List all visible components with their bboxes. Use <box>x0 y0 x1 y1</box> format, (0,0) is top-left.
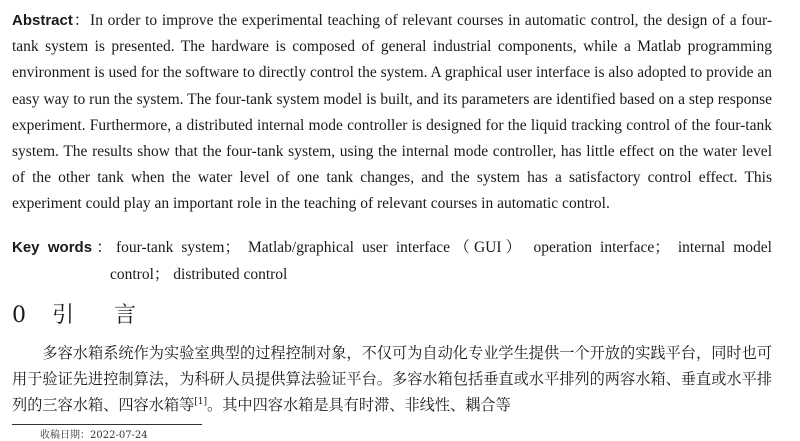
keywords-text-1: four-tank system； Matlab/graphical user interface（GUI） operation interface； internal model <box>115 239 772 256</box>
keywords-line-1 <box>12 235 772 262</box>
section-heading <box>12 298 176 329</box>
keywords-label: Key words <box>12 239 93 256</box>
citation-ref: [1] <box>194 396 207 407</box>
keywords-line-2: control； distributed control <box>110 265 288 283</box>
section-title: 引言 <box>52 303 177 328</box>
keywords-block <box>12 235 772 288</box>
abstract-paragraph <box>12 8 772 218</box>
keywords-separator: ： <box>92 239 116 256</box>
body-paragraph <box>12 340 772 418</box>
abstract-label: Abstract <box>12 12 73 29</box>
footnote-divider <box>12 424 202 425</box>
abstract-text: In order to improve the experimental teaching of relevant courses in automatic control, the design of a four-tank system is presented. The hardware is composed of general industrial components, while a Matlab programming environment is used for the software to directly control the system. A graphical user interface is also adopted to provide an easy way to run the system. The four-tank system model is built, and its parameters are identified based on a step response experiment. Furthermore, a distributed internal mode controller is designed for the liquid tracking control of the four-tank system. The results show that the four-tank system, using the internal mode controller, has little effect on the water level of the other tank when the water level of one tank changes, and the system has a satisfactory control effect. This experiment could play an important role in the teaching of relevant courses in automatic control. <box>12 12 772 213</box>
body-text-2: 。其中四容水箱是具有时滞、非线性、耦合等 <box>207 396 511 414</box>
body-text-1: 多容水箱系统作为实验室典型的过程控制对象，不仅可为自动化专业学生提供一个开放的实践平台，同时也可用于验证先进控制算法，为科研人员提供算法验证平台。多容水箱包括垂直或水平排列的两容水箱、垂直或水平排列的三容水箱、四容水箱等 <box>12 344 772 414</box>
footnote-text: 收稿日期：2022-07-24 <box>40 430 148 441</box>
abstract-separator: ： <box>72 12 91 29</box>
section-number: 0 <box>12 303 28 328</box>
